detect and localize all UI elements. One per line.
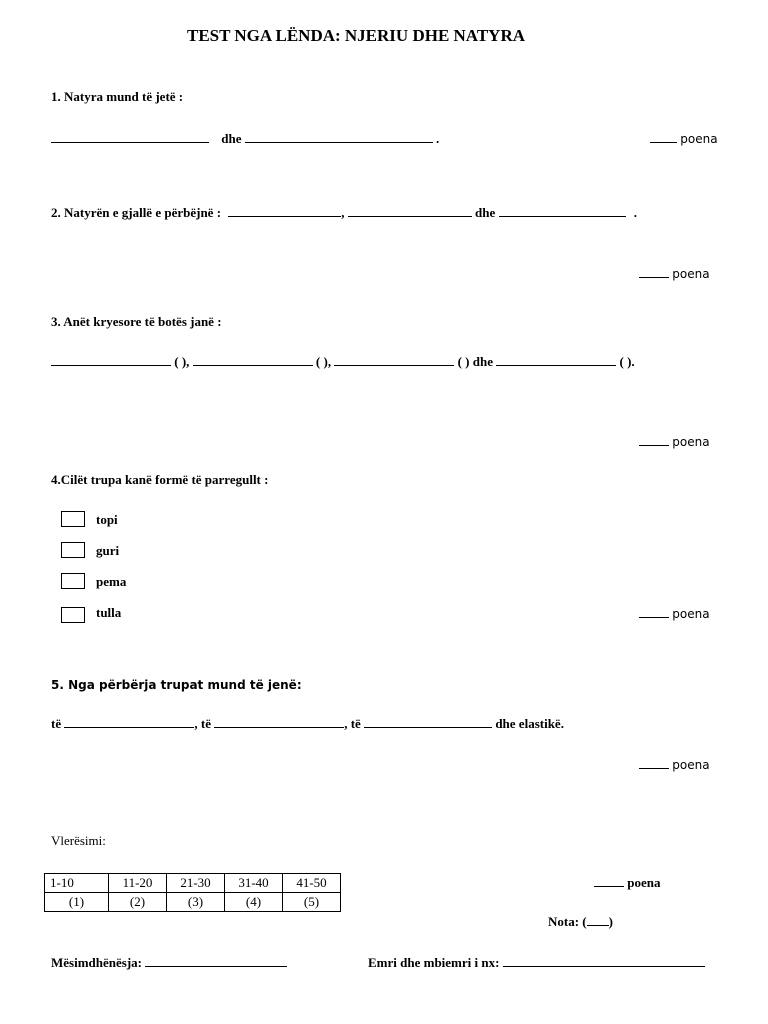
grading-label: Vlerësimi: bbox=[51, 833, 106, 848]
grading-range: 21-30 bbox=[167, 874, 225, 893]
q5-points bbox=[639, 757, 710, 773]
q3-blank-2[interactable] bbox=[193, 354, 313, 366]
grading-grade: (3) bbox=[167, 893, 225, 912]
grading-grade: (1) bbox=[45, 893, 109, 912]
q5-te-1: të bbox=[51, 716, 62, 731]
checkbox-pema[interactable] bbox=[61, 573, 85, 589]
total-points-blank[interactable] bbox=[594, 875, 624, 887]
q2-blank-1[interactable] bbox=[228, 205, 341, 217]
q1-blank-1[interactable] bbox=[51, 131, 209, 143]
q3-answer-row bbox=[51, 354, 635, 370]
q3-paren-2: ( ), bbox=[315, 354, 332, 369]
q5-te-2: , të bbox=[194, 716, 211, 731]
q4-points-blank[interactable] bbox=[639, 606, 669, 618]
q3-paren-3: ( ) dhe bbox=[457, 354, 493, 369]
q3-prompt: 3. Anët kryesore të botës janë : bbox=[51, 314, 222, 329]
grading-grade: (5) bbox=[283, 893, 341, 912]
student-label: Emri dhe mbiemri i nx: bbox=[368, 955, 500, 970]
q2-comma: , bbox=[341, 205, 345, 220]
checkbox-tulla[interactable] bbox=[61, 607, 85, 623]
q5-points-label: poena bbox=[672, 758, 710, 772]
teacher-label: Mësimdhënësja: bbox=[51, 955, 142, 970]
q3-blank-3[interactable] bbox=[334, 354, 454, 366]
total-points bbox=[594, 875, 660, 891]
grading-range: 11-20 bbox=[109, 874, 167, 893]
grading-grade: (2) bbox=[109, 893, 167, 912]
q1-blank-2[interactable] bbox=[245, 131, 433, 143]
q2-prompt: 2. Natyrën e gjallë e përbëjnë : bbox=[51, 205, 222, 220]
q2-blank-2[interactable] bbox=[348, 205, 472, 217]
q5-end: dhe elastikë. bbox=[495, 716, 564, 731]
q1-points-blank[interactable] bbox=[650, 131, 677, 143]
q5-prompt-text: 5. Nga përbërja trupat mund të jenë: bbox=[51, 678, 302, 692]
q3-blank-4[interactable] bbox=[496, 354, 616, 366]
q5-prompt bbox=[51, 677, 302, 693]
q3-blank-1[interactable] bbox=[51, 354, 171, 366]
option-pema: pema bbox=[96, 574, 127, 589]
grading-grade: (4) bbox=[225, 893, 283, 912]
q3-points-blank[interactable] bbox=[639, 434, 669, 446]
q4-points-label: poena bbox=[672, 607, 710, 621]
grading-table bbox=[44, 873, 341, 912]
q2-conj: dhe bbox=[475, 205, 496, 220]
q1-conj: dhe bbox=[221, 131, 242, 146]
option-topi: topi bbox=[96, 512, 118, 527]
q1-prompt: 1. Natyra mund të jetë : bbox=[51, 89, 184, 104]
q2-points bbox=[639, 266, 710, 282]
nota-label: Nota: ( bbox=[548, 914, 587, 929]
q3-paren-4: ( ). bbox=[619, 354, 635, 369]
q1-answer-row bbox=[51, 131, 439, 147]
nota bbox=[548, 914, 613, 930]
q4-prompt: 4.Cilët trupa kanë formë të parregullt : bbox=[51, 472, 269, 487]
page-title: TEST NGA LËNDA: NJERIU DHE NATYRA bbox=[186, 26, 525, 45]
q2-end: . bbox=[633, 205, 638, 220]
q3-paren-1: ( ), bbox=[174, 354, 190, 369]
option-tulla: tulla bbox=[96, 605, 122, 620]
q2-points-label: poena bbox=[672, 267, 710, 281]
checkbox-guri[interactable] bbox=[61, 542, 85, 558]
q5-blank-1[interactable] bbox=[64, 716, 194, 728]
student-blank[interactable] bbox=[503, 955, 705, 967]
teacher-blank[interactable] bbox=[145, 955, 287, 967]
q2-points-blank[interactable] bbox=[639, 266, 669, 278]
teacher-signature bbox=[51, 955, 287, 971]
q5-points-blank[interactable] bbox=[639, 757, 669, 769]
q1-end: . bbox=[435, 131, 440, 146]
q1-points bbox=[650, 131, 718, 147]
q5-blank-3[interactable] bbox=[364, 716, 492, 728]
grading-ranges-row bbox=[45, 874, 341, 893]
q3-points bbox=[639, 434, 710, 450]
q3-points-label: poena bbox=[672, 435, 710, 449]
grading-range: 31-40 bbox=[225, 874, 283, 893]
grading-range: 1-10 bbox=[45, 874, 109, 893]
student-name bbox=[368, 955, 705, 971]
total-points-label: poena bbox=[627, 875, 661, 890]
q4-points bbox=[639, 606, 710, 622]
q2-row bbox=[51, 205, 637, 221]
q5-answer-row bbox=[51, 716, 564, 732]
q1-points-label: poena bbox=[680, 132, 718, 146]
q2-blank-3[interactable] bbox=[499, 205, 626, 217]
grading-range: 41-50 bbox=[283, 874, 341, 893]
option-guri: guri bbox=[96, 543, 120, 558]
nota-blank[interactable] bbox=[587, 914, 609, 926]
q5-te-3: , të bbox=[344, 716, 361, 731]
q5-blank-2[interactable] bbox=[214, 716, 344, 728]
grading-grades-row bbox=[45, 893, 341, 912]
checkbox-topi[interactable] bbox=[61, 511, 85, 527]
nota-end: ) bbox=[608, 914, 613, 929]
